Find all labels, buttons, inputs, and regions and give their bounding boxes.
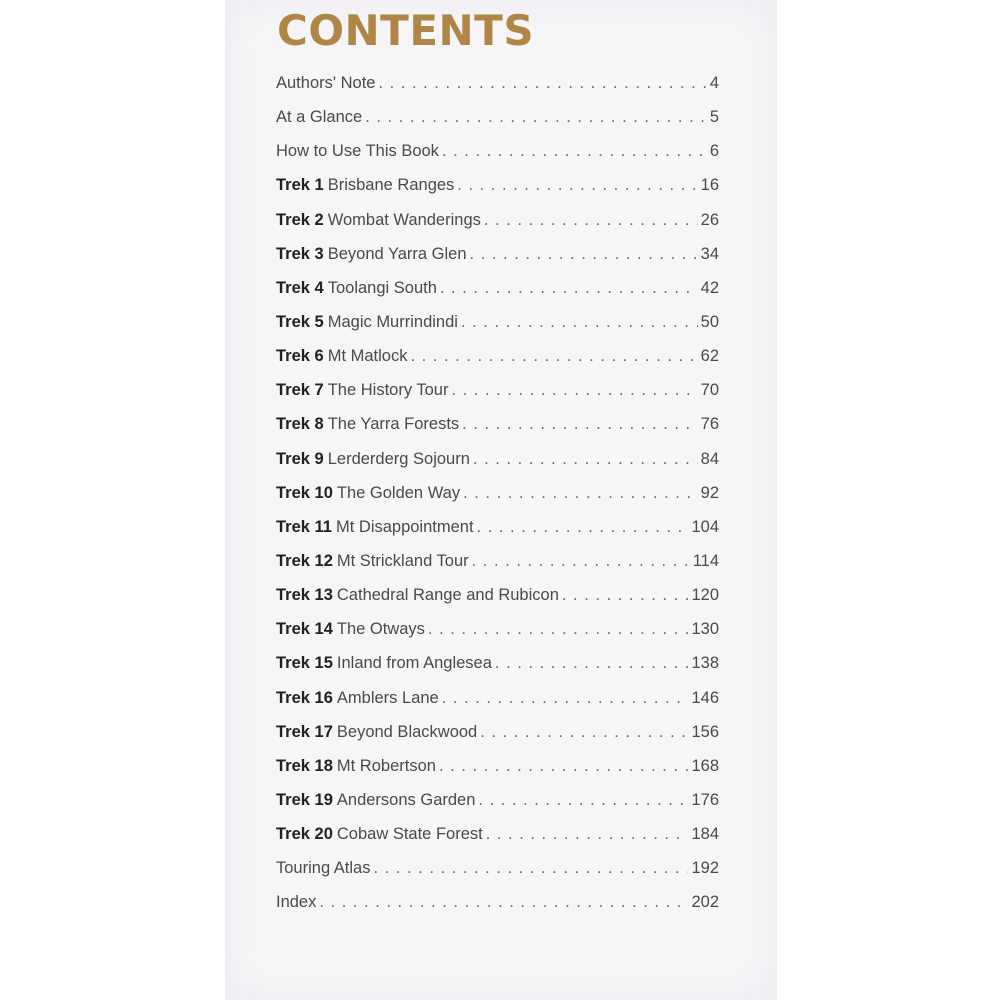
toc-page-number: 26 bbox=[700, 210, 719, 229]
toc-page-number: 92 bbox=[700, 483, 719, 502]
trek-label: Trek 13 bbox=[276, 586, 333, 605]
toc-page-number: 62 bbox=[700, 347, 719, 366]
toc-page-number: 156 bbox=[691, 722, 719, 741]
toc-entry bbox=[276, 100, 719, 134]
toc-entry-trek-16 bbox=[276, 681, 719, 715]
toc-page-number: 50 bbox=[700, 312, 719, 331]
toc-page-number: 176 bbox=[691, 790, 719, 809]
toc-entry-title: Andersons Garden bbox=[336, 790, 476, 809]
toc-entry-trek-1 bbox=[276, 168, 719, 202]
toc-page-number: 104 bbox=[691, 517, 719, 536]
toc-page-number: 192 bbox=[691, 859, 719, 878]
toc-page-number: 70 bbox=[700, 381, 719, 400]
toc-entry-title: Mt Strickland Tour bbox=[336, 551, 469, 570]
toc-entry-title: Index bbox=[276, 893, 317, 912]
toc-page-number: 84 bbox=[700, 449, 719, 468]
dot-leader bbox=[462, 407, 697, 441]
toc-page-number: 168 bbox=[691, 756, 719, 775]
trek-label: Trek 12 bbox=[276, 551, 333, 570]
toc-entry-trek-14 bbox=[276, 612, 719, 646]
toc-entry-title: The History Tour bbox=[327, 381, 449, 400]
trek-label: Trek 17 bbox=[276, 722, 333, 741]
toc-entry-title: Beyond Blackwood bbox=[336, 722, 478, 741]
trek-label: Trek 9 bbox=[276, 449, 324, 468]
toc-entry-trek-3 bbox=[276, 237, 719, 271]
dot-leader bbox=[442, 134, 707, 168]
toc-page-number: 202 bbox=[691, 893, 719, 912]
dot-leader bbox=[477, 510, 689, 544]
dot-leader bbox=[365, 100, 707, 134]
dot-leader bbox=[451, 373, 697, 407]
trek-label: Trek 18 bbox=[276, 756, 333, 775]
toc-entry-trek-10 bbox=[276, 476, 719, 510]
toc-entry-title: Mt Robertson bbox=[336, 756, 436, 775]
dot-leader bbox=[439, 749, 689, 783]
dot-leader bbox=[457, 168, 697, 202]
toc-entry-trek-2 bbox=[276, 203, 719, 237]
toc-entry-title: Cobaw State Forest bbox=[336, 825, 483, 844]
trek-label: Trek 4 bbox=[276, 278, 324, 297]
dot-leader bbox=[480, 715, 688, 749]
toc-page-number: 130 bbox=[691, 620, 719, 639]
table-of-contents bbox=[276, 66, 719, 920]
trek-label: Trek 6 bbox=[276, 347, 324, 366]
toc-entry-trek-4 bbox=[276, 271, 719, 305]
toc-entry-title: Beyond Yarra Glen bbox=[327, 244, 467, 263]
dot-leader bbox=[440, 271, 698, 305]
toc-entry-title: Authors' Note bbox=[276, 74, 376, 92]
toc-entry-title: Touring Atlas bbox=[276, 859, 371, 878]
dot-leader bbox=[473, 442, 698, 476]
toc-entry-trek-12 bbox=[276, 544, 719, 578]
toc-entry bbox=[276, 885, 719, 919]
toc-entry-title: Magic Murrindindi bbox=[327, 312, 458, 331]
trek-label: Trek 19 bbox=[276, 790, 333, 809]
trek-label: Trek 15 bbox=[276, 654, 333, 673]
toc-entry-title: The Golden Way bbox=[336, 483, 461, 502]
dot-leader bbox=[442, 681, 689, 715]
toc-entry-title: How to Use This Book bbox=[276, 142, 439, 161]
toc-page-number: 120 bbox=[691, 586, 719, 605]
trek-label: Trek 16 bbox=[276, 688, 333, 707]
dot-leader bbox=[410, 339, 697, 373]
dot-leader bbox=[319, 885, 688, 919]
trek-label: Trek 20 bbox=[276, 825, 333, 844]
trek-label: Trek 8 bbox=[276, 415, 324, 434]
toc-entry-trek-13 bbox=[276, 578, 719, 612]
toc-entry-trek-15 bbox=[276, 646, 719, 680]
trek-label: Trek 1 bbox=[276, 176, 324, 195]
trek-label: Trek 3 bbox=[276, 244, 324, 263]
toc-entry-title: Mt Matlock bbox=[327, 347, 408, 366]
page-title: CONTENTS bbox=[277, 6, 535, 55]
trek-label: Trek 14 bbox=[276, 620, 333, 639]
trek-label: Trek 11 bbox=[276, 517, 332, 536]
toc-entry-title: At a Glance bbox=[276, 108, 363, 127]
trek-label: Trek 7 bbox=[276, 381, 324, 400]
toc-page-number: 76 bbox=[700, 415, 719, 434]
toc-entry bbox=[276, 134, 719, 168]
toc-page-number: 138 bbox=[691, 654, 719, 673]
toc-entry bbox=[276, 851, 719, 885]
toc-entry-trek-19 bbox=[276, 783, 719, 817]
toc-entry-title: Cathedral Range and Rubicon bbox=[336, 586, 559, 605]
toc-entry-title: Mt Disappointment bbox=[335, 517, 474, 536]
dot-leader bbox=[378, 66, 706, 100]
toc-entry-trek-8 bbox=[276, 407, 719, 441]
toc-page-number: 16 bbox=[700, 176, 719, 195]
toc-entry-title: Brisbane Ranges bbox=[327, 176, 455, 195]
dot-leader bbox=[486, 817, 689, 851]
dot-leader bbox=[495, 646, 689, 680]
dot-leader bbox=[478, 783, 688, 817]
toc-page-number: 42 bbox=[700, 278, 719, 297]
toc-entry-trek-7 bbox=[276, 373, 719, 407]
toc-entry-trek-9 bbox=[276, 442, 719, 476]
toc-page-number: 34 bbox=[700, 244, 719, 263]
dot-leader bbox=[484, 203, 698, 237]
dot-leader bbox=[373, 851, 688, 885]
toc-entry-title: Lerderderg Sojourn bbox=[327, 449, 470, 468]
dot-leader bbox=[562, 578, 689, 612]
toc-entry-trek-17 bbox=[276, 715, 719, 749]
toc-page-number: 6 bbox=[709, 142, 719, 161]
trek-label: Trek 2 bbox=[276, 210, 324, 229]
toc-entry-trek-20 bbox=[276, 817, 719, 851]
toc-page-number: 184 bbox=[691, 825, 719, 844]
toc-entry-title: Amblers Lane bbox=[336, 688, 439, 707]
dot-leader bbox=[472, 544, 690, 578]
toc-entry-title: Toolangi South bbox=[327, 278, 437, 297]
toc-entry-trek-11 bbox=[276, 510, 719, 544]
dot-leader bbox=[428, 612, 689, 646]
toc-entry-trek-6 bbox=[276, 339, 719, 373]
toc-entry bbox=[276, 66, 719, 100]
trek-label: Trek 5 bbox=[276, 312, 324, 331]
trek-label: Trek 10 bbox=[276, 483, 333, 502]
dot-leader bbox=[461, 305, 698, 339]
toc-page-number: 4 bbox=[709, 74, 719, 92]
toc-page-number: 114 bbox=[692, 551, 719, 570]
toc-entry-trek-18 bbox=[276, 749, 719, 783]
toc-page-number: 5 bbox=[709, 108, 719, 127]
toc-entry-title: Wombat Wanderings bbox=[327, 210, 481, 229]
toc-entry-title: The Otways bbox=[336, 620, 425, 639]
toc-entry-title: Inland from Anglesea bbox=[336, 654, 492, 673]
toc-entry-trek-5 bbox=[276, 305, 719, 339]
dot-leader bbox=[470, 237, 698, 271]
toc-page-number: 146 bbox=[691, 688, 719, 707]
dot-leader bbox=[463, 476, 698, 510]
toc-entry-title: The Yarra Forests bbox=[327, 415, 460, 434]
